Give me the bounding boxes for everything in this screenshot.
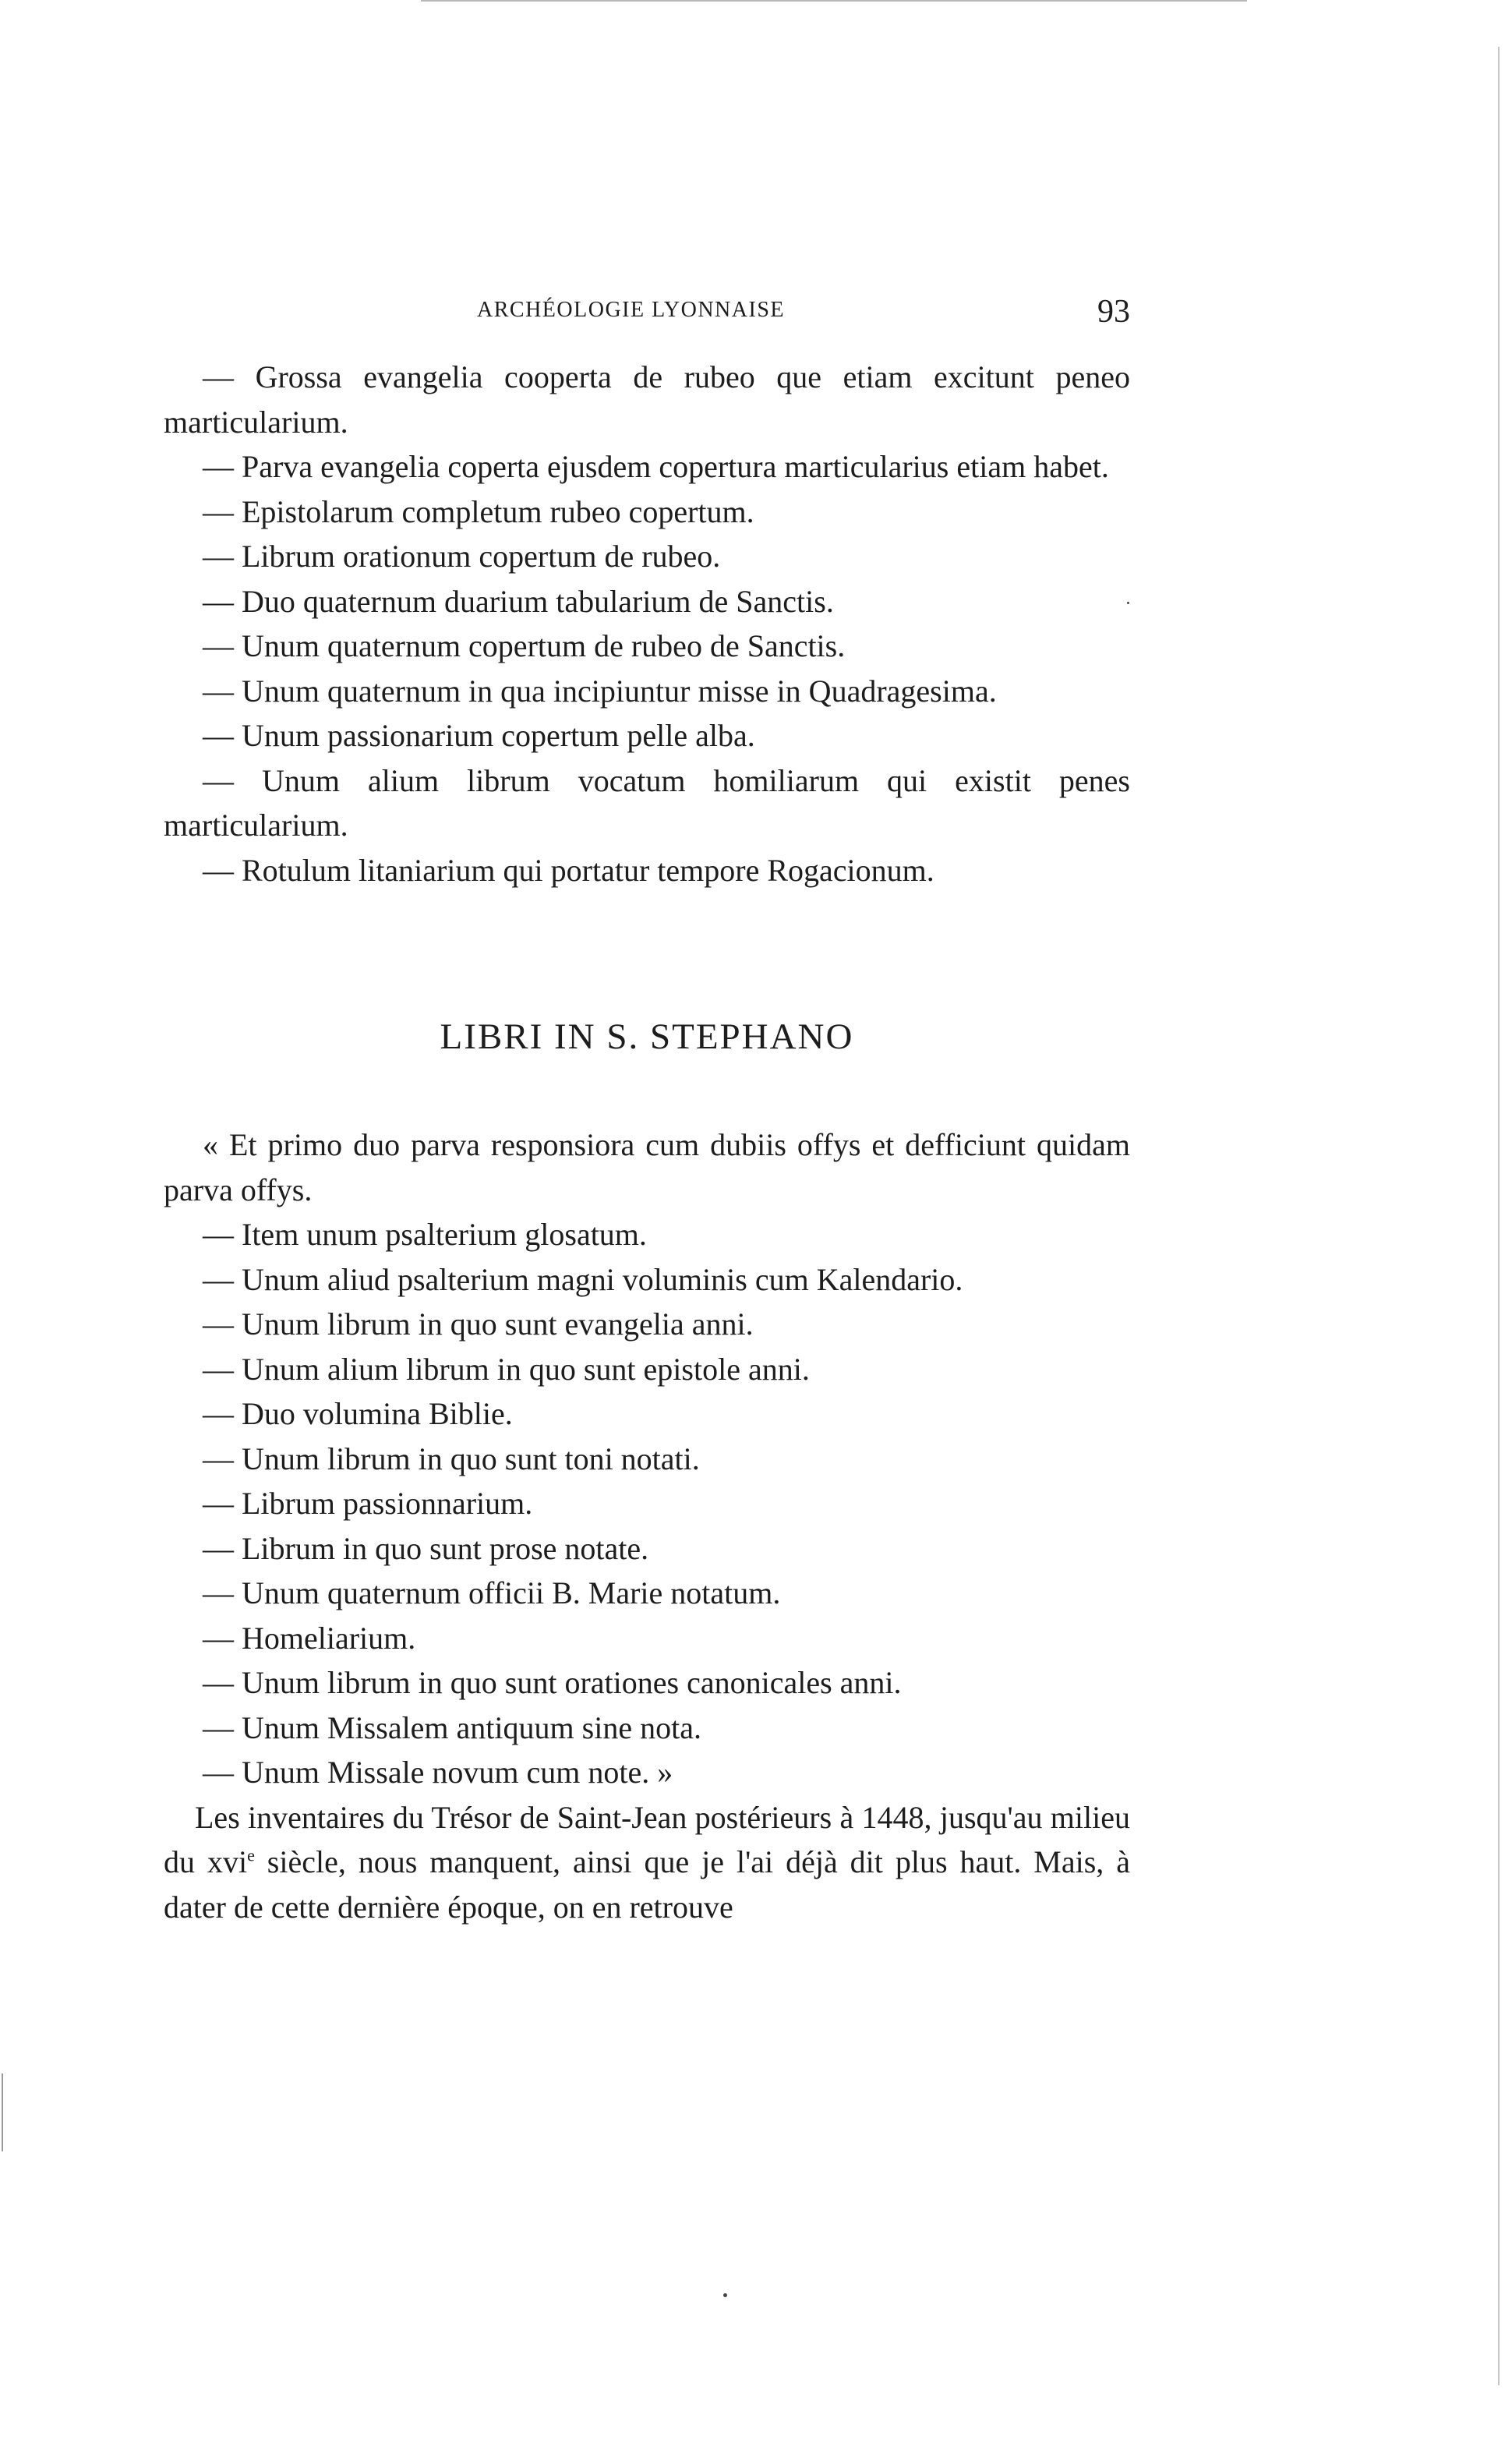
list-item: — Unum quaternum copertum de rubeo de Sanctis. [203, 628, 846, 663]
list-item: — Unum librum in quo sunt toni notati. [203, 1441, 700, 1476]
century-superscript: e [247, 1845, 255, 1865]
running-head [164, 294, 1130, 337]
closing-paragraph [164, 1795, 1130, 1930]
list-item: — Unum alium librum in quo sunt epistole anni. [203, 1351, 810, 1387]
list-item: — Unum alium librum vocatum homiliarum qui existit penes marticularium. [164, 762, 1130, 843]
list-item: — Rotulum litaniarium qui portatur tempore Rogacionum. [203, 852, 934, 888]
list-item: — Unum passionarium copertum pelle alba. [203, 718, 755, 753]
list-item: — Unum librum in quo sunt evangelia anni. [203, 1306, 754, 1342]
inventory-list-after [164, 1122, 1130, 1929]
list-item: — Unum Missale novum cum note. » [203, 1755, 673, 1790]
list-item: — Duo quaternum duarium tabularium de Sanctis. [203, 583, 834, 619]
list-item: — Librum orationum copertum de rubeo. [203, 539, 721, 574]
section-heading: LIBRI IN S. STEPHANO [440, 1016, 854, 1057]
list-item: — Unum quaternum officii B. Marie notatum. [203, 1575, 781, 1610]
list-item: — Homeliarium. [203, 1620, 416, 1656]
running-title: ARCHÉOLOGIE LYONNAISE [477, 298, 785, 322]
list-item: — Parva evangelia coperta ejusdem copertura marticularius etiam habet. [203, 449, 1109, 484]
list-item: — Unum Missalem antiquum sine nota. [203, 1709, 701, 1745]
closing-paragraph-end: siècle, nous manquent, ainsi que je l'ai déjà dit plus haut. Mais, à dater de cette dernière époque, on en retrouve [164, 1844, 1130, 1925]
list-item: — Item unum psalterium glosatum. [203, 1217, 647, 1252]
scan-edge-right [1498, 47, 1500, 2385]
list-item: — Unum aliud psalterium magni voluminis cum Kalendario. [203, 1261, 963, 1297]
list-item: — Duo volumina Biblie. [203, 1396, 513, 1431]
list-item: — Unum quaternum in qua incipiuntur misse in Quadragesima. [203, 673, 997, 709]
inventory-list-before [164, 355, 1130, 893]
ink-speck [723, 2293, 727, 2297]
list-item: — Unum librum in quo sunt orationes canonicales anni. [203, 1665, 902, 1700]
scan-edge-top [421, 0, 1247, 2]
scan-edge-left [2, 2073, 3, 2151]
list-item: — Librum passionnarium. [203, 1486, 533, 1521]
list-item: — Epistolarum completum rubeo copertum. [203, 493, 754, 529]
list-item: « Et primo duo parva responsiora cum dubiis offys et defficiunt quidam parva offys. [164, 1127, 1130, 1207]
list-item: — Grossa evangelia cooperta de rubeo que etiam excitunt peneo marticularium. [164, 359, 1130, 440]
page-number: 93 [1097, 294, 1130, 330]
list-item: — Librum in quo sunt prose notate. [203, 1530, 649, 1566]
closing-paragraph-start: Les inventaires du Trésor de Saint-Jean postérieurs à 1448, jusqu'au milieu du xvi [164, 1799, 1130, 1879]
